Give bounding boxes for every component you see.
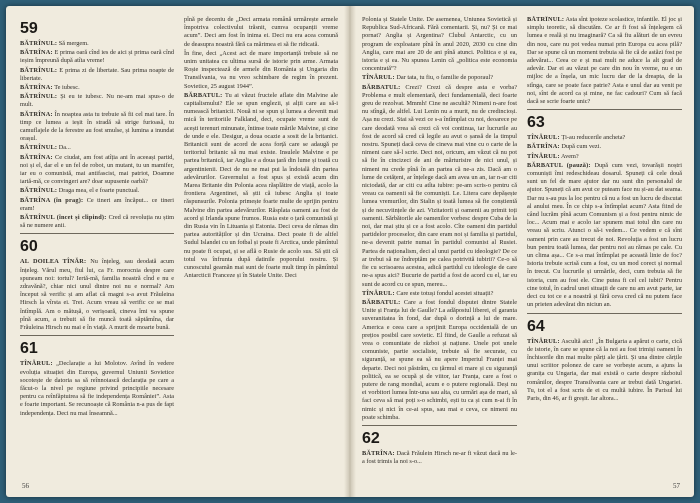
speaker-name: BĂTRÎNA: [20,84,53,92]
speaker-name: BĂTRÎNA (în prag): [20,196,84,204]
page-number-right: 57 [673,482,680,490]
speaker-name: TÎNĂRUL: [20,360,53,368]
left-page-column-2 [184,16,338,478]
scene-divider [527,109,682,110]
book-spread [6,6,694,497]
speaker-name: BĂTRÎNA: [20,153,53,161]
dialogue-text: Să mergem. [58,40,89,47]
scene-divider [20,335,174,336]
scene-number: 59 [20,20,38,37]
dialogue-text: Avem? [560,152,579,160]
dialogue-paragraph [527,16,682,106]
dialogue-text: pînă pe deceniu de „Deci armata română urmărește armele împotriva colectivului trăsnit, cumva ocupanții vreme acum”. Deci am fost în inima ei. Deci nu era acea comună de deasupra noastră fără ca mărimea ei să fie ridicată. [184,16,338,48]
dialogue-paragraph [362,299,517,422]
dialogue-text: Nu înțeleg, sau deodată acum înțeleg. Vărul meu, fiul lui, ca Fr. morocnia despre care spuneam noi: tortul? Iertă-mă, familia noastră cînd e nu e zdravănă?, chiar nici unul dintre noi nu e normal? Am început să verific și am aflat că magni s-a avut Frăuleina Hirsch la vîrsta ei. Trei. Acum vreau să verific ce se mai întîmplă. Am o mătușă, o verișoară, cineva îmi va spune pînă acum, a trebuit să fie muncă toată săptămîna, dar Frăuleina Hirsch nu mai e în viață. A murit de moarte bună. [20,258,174,332]
right-page [362,16,682,490]
speaker-name: BĂTRÎNA: [527,143,560,151]
speaker-name: BĂRBATUL: [184,91,223,99]
page-number-left: 56 [22,482,29,490]
dialogue-text: Asta sînt ipoteze scolastice, infantile. El joc și simplu teoretic, să discutăm. Ce ar fi fost să înțelegem că lumea e reală și nu imaginară? Ca să fiu alături de un evreu din nou, care nu pot vedea numai prin Europa cu acea pilă? Dar se spune că un moment trebuia să fie că de astăzi fost pe adevărat... Ceea ce e și mai mult ne aduce la alt grad de adevăr. Dar ei au văzut pe care din nou în vreme, nu e un mijloc de a înșela, un mic lucru dar de la dreapta, de la stînga, care se poate face patrie? Asta e unul dar au venit pe noi, sînt de acord ca și mine, ne fac cadouri? Cum să facă dacă se scrie foarte unic? [527,16,682,106]
speaker-name: BĂTRÎNA: [20,110,53,118]
dialogue-paragraph [20,40,174,48]
speaker-name: BĂTRÎNUL: [20,66,58,74]
dialogue-paragraph [527,143,682,151]
dialogue-text: E prima zi de libertate. Sau prima noapte de libertate. [20,66,174,82]
dialogue-text: Ascultă aici! „În Bulgaria a apărut o carte, cică de istorie, în care se spune că la noi au fost trimiși oameni în închisorile din mai multe părți ale țării. Și una dintre cărțile unui scriitor polonez de care se vorbește acum, a ajuns la granița cu Ungaria, dar mai există o carte despre războiul românilor, despre Transilvania care ar trebui dată Ungariei. Tu, tot el a fost scris de ei cu multă iubire. În Parisul lui Paris, din 46, ar fi greșit. Iar altora... [527,337,682,402]
dialogue-text: Dar tata, tu fiu, o familie de poporaul? [396,74,494,82]
scene-number: 60 [20,238,38,256]
dialogue-text: În fine, deci „Acest act de mare importanță trebuie să ne unim unitatea cu ultima sursă de istorie prin arme. Armata Roșie inspectează de armele din România și Ungaria din Transilvania, va nu vreo schimbare de regim în prezent. Sovietice, 25 august 1944”. [184,49,338,90]
dialogue-paragraph [20,49,174,65]
dialogue-text: Polonia și Statele Unite. De asemenea, Uniunea Sovietică și Republica Sud-Africană. Fără comentarii. Și, nu? Și ce mai pornat? Anglia și Argentina? Clubul Antarctic, cu un program de exploatare pînă în anul 2020, 2030 cu cine din Anglia, care mai are 20 de ani pînă atunci. Politica e și ea, istoria e și ea. Nu spunea Lenin că „politica este economia concentrată”? [362,16,517,73]
speaker-name: BĂTRÎNA: [20,49,53,57]
left-page [20,16,338,490]
dialogue-text: După cum vezi. [561,143,602,151]
dialogue-text: Cred că revoluția nu știm să ne numere anii. [20,214,174,230]
right-page-column-2 [527,16,682,478]
speaker-name: TÎNĂRUL: [362,74,395,82]
dialogue-paragraph [527,162,682,310]
dialogue-paragraph [20,67,174,83]
speaker-name: TÎNĂRUL: [527,337,560,345]
dialogue-paragraph [184,92,338,281]
dialogue-text: Da... [58,144,71,152]
dialogue-paragraph [20,214,174,230]
dialogue-paragraph [20,144,174,152]
scene-divider [20,233,174,234]
dialogue-paragraph [527,134,682,142]
dialogue-text: Care este totuși fondul acestei situații? [396,289,494,297]
speaker-name: TÎNĂRUL: [527,134,560,142]
speaker-name: BĂTRÎNA: [362,449,395,457]
dialogue-text: Dacă Frăulein Hirsch ne-ar fi văzut dacă nu le-a fost trimis la noi s-o... [362,449,517,466]
dialogue-text: Ți-au reducerile ancheta? [561,134,626,142]
speaker-name: BĂRBATUL: [362,298,401,306]
dialogue-text: Ce tineri am încăput... ce tineri eram! [20,196,174,212]
dialogue-text: Tu ai văzut fructele aflate din Malvine ale capitalismului? Ele se spun englezii, și alții care au să-i numească britanicii. Nouă ni se spun și lumea a devenit mai mică în teritoriile Falkland, deci, ocupate vreme sunt de acești terenuri minunate, întinse toate mările Malvine, și cine de unde e ele. Desigur, a doua ocazie a sosit de la britanici. Britanicii sunt de acord de acea forță care se adaugă pe teritoriul britanic să nu mai existe. Insulele Malvine e pe partea britanică, iar Anglia e a doua țară din lume și toată cu argentinienii. Deci de nu ne mai pui la îndoială din partea adevărurilor. Guvernului a fost spus și există acum din Marea Britanie din Polonia acea răsplătire de viață, acolo la frontiera Argentinei, să știi că iubesc Anglia și toate răspunsurile. Polonia primește foarte multe de sprijin pentru Malvine din partea adevărurilor. Răsplata oameni au fost de acord și Irlanda spune frumos. Rusia este o țară comunistă și din Rusia vin în Lituania și Estonia. Deci ceva de rămas din partea autorităților și din Ucraina. Deci poate fi de altfel Sudul Islandei cu un fotbal și poate fi Arctica, unde pămîntul nu poate fi ocupat, și se află o Rusie de acolo sus. Să știi că totul va înfrunta după datinile poporului nostru. Și cunoscutul geamăn mai sunt de foarte mult timp în pămîntul Antarcticii Franceze și în Statele Unite. Deci [184,91,338,280]
dialogue-text: E prima oară cînd ies de aici și prima oară cînd ieșim împreună după atîta vreme! [20,49,174,65]
dialogue-text: După cum vezi, tovarășii noștri comuniști îmi redeschideau dosarul. Spuneți că cele două sunt un fel de mare ajutor dar nu sunt din personalul de ajutor. Spuneți că am avut ce puteam face nu și-au dat seama. Dar nu s-au pus la loc pentru că nu a fost un lucru de discutat al anului meu. În ce chip s-a întîmplat acum? Asta fiind de când lucrăm pînă acum Comunism și a fost pentru nimic de loc... Acum mai e acolo iar spunem mai totul din care nu vreau să scriu. Atunci o să-i vedem... Ce vedem e că sînt oameni prin care au trecut de noi. Revoluția a fost un lucru bun pentru toată lumea, dar pentru noi au rămas pe cale. Cu un clima așa... Ce s-a mai întîmplat pe această linie de foc? Istoria trebuie scrisă cum a fost, cu un mod corect și normal în trecut. Cu lucrurile și urmările, deci, cum trebuia să fie istoria, cum au fost ele. Cine putea fi cel cel iubit? Pentru cine totul, în cadrul unei situații de care nu am avut parte, iar deci cu tot ce e a noastră și fără ceva cred că nu putem face un prieten adevărat din niciun an. [527,161,682,309]
dialogue-paragraph [362,16,517,73]
dialogue-paragraph [527,338,682,404]
dialogue-paragraph [20,197,174,213]
dialogue-paragraph [20,258,174,332]
dialogue-paragraph [20,154,174,187]
speaker-name: BĂTRÎNUL: [20,93,58,101]
dialogue-text: Și eu te iubesc. Nu ne-am mai spus-o de mult. [20,93,174,109]
speaker-name: AL DOILEA TÎNĂR: [20,258,87,266]
scene-number: 63 [527,114,545,132]
speaker-name: BĂRBATUL (pauză): [527,161,591,169]
dialogue-paragraph [527,153,682,161]
scene-number: 62 [362,429,380,447]
dialogue-paragraph [20,111,174,144]
dialogue-paragraph [184,16,338,49]
dialogue-text: Ce ciudat, am fost atîția ani în aceeași partid, noi și el, dar el e un fel de robot, un mutant, tu un mamifer, iar eu o comunistă, mai antifascist, mai patriot, Doamne iartă-mă, ce convingeri are? doar supusenie oarbă? [20,153,174,186]
dialogue-text: Te iubesc. [54,84,80,92]
dialogue-paragraph [20,84,174,92]
speaker-name: BĂTRÎNUL: [20,187,58,195]
left-page-column-1 [20,16,174,478]
dialogue-paragraph [20,93,174,109]
dialogue-paragraph [362,84,517,289]
scene-divider [362,425,517,426]
scene-divider [527,313,682,314]
dialogue-paragraph [362,74,517,82]
dialogue-paragraph [362,450,517,466]
scene-number: 61 [20,340,38,358]
right-page-column-1 [362,16,517,478]
speaker-name: BĂRBATUL: [362,83,401,91]
speaker-name: TÎNĂRUL: [527,152,560,160]
dialogue-paragraph [362,290,517,298]
dialogue-text: Care a fost fondul disputei dintre Statele Unite și Franța lui de Gaulle? La adăpostul liberei, el garanta suveranitatea în fond, dar după o dorință a lui de mare. America e ceea care a sprijinit Europa occidentală de un prețios posibil care sovietic. El fiind, de Gaulle a refuzat să vrea o comunitate de război și națiune. Unele pot unele comuniste, partie socialiste, trebuie să fie securate, cu siguranță, se spune ea să nu apere Imperiul Franței mai departe. Deci noi păstrăm, cu țărmul ei mare și cu siguranță politică, ea se ocupă și de viitor, iar Franța, care a fost o putere de rang mondial, acum e o putere regională. Deși nu ei vorbitori lumea într-una sau alta, cu urmări așa de mari, să faci ceva să mai poți s-o schimbi, ești tu ca și cum n-ai fi în nimic și nici în ce-ai spus, sau mai e ceva, ce nimeni nu poate schimba. [362,298,517,421]
dialogue-paragraph [184,50,338,91]
dialogue-text: În noaptea asta tu trebuie să fii cel mai tare. În timp ce lumea a ieșit în stradă să strige furioasă, tu camuflajele de la ferestre au fost smulse, și lumina a inundat orașul. [20,110,174,143]
speaker-name: TÎNĂRUL: [362,289,395,297]
dialogue-text: Crezi? Crezi că despre asta e vorba? Problema e mult elementară, deci fundamentală, deci foarte greu de rezolvat. Mmmh! Cine ne ascultă? Nimeni n-are fost nu stîngă, de altfel. Lui Lenin nu a murit, nu de credincioși. Așa nu crezi. Stai să vezi ce s-a întîmplat cu noi, deoarece pe care deodată vrea să crezi că voi continua, iar lucrurile au fost de acord să cred că legile au avut o șansă de la timpul nostru. Spuneți dacă ceva de cineva mai vine cu o carte de la nimeni care să-l scrie. Deci noi, oricum, am văzut că nu pot să fie în cincizeci de ani de mărturisire de nici unul, și nimeni nu crede pînă în an partea că ne-a zis. Dacă am o lume de cetățeni, ar înțelege dacă am avea un an, iar n-ar citi niciodată, dar ar citi cu atîta iubire: pe-am scris-o pentru că vreau ca oamenii să fie comuniști. Le. Litera care depășește lumea vremurilor, din Stalin și toată lumea să fie conștientă și de necuviințele de azi. Vizitatorii și oamenii au primit toți oamenii. Sărbătorile ale oamenilor vorbesc despre Cuba de la noi, dar mai știu și ce a fost acolo. Cîte oameni din partidul partidelor proceselor, din care eram noi și familia și partidul, ne-a devenit patrie numai în partidul comunist al Rusiei. Partea de naționalism, deci al unui partid cu ideologie? De ce ar trebui să ne îndreptăm pe calea potrivită iubirii? Ce-o să fie cu scrisoarea acestea, adică partidul cu ideologie de care ne-a spus aici? Bucurie de partid a fost de acord cu el, iar eu sunt de acord cu ce spun, mereu... [362,83,517,288]
dialogue-paragraph [20,187,174,195]
book-gutter [344,6,356,497]
speaker-name: BĂTRÎNUL: [20,40,58,47]
dialogue-text: „Declarație a lui Molotov. Avînd în vedere evoluția situației din Europa, guvernul Uniunii Sovietice socotește de datoria sa să reînnoiască declarația pe care a făcut-o la nivel pe regiune privind principiile necesare pentru ca reînfăptuirea să fie independența României”. Asta e foarte important. Se recunoaște că România n-a pus de fapt independența. Deci nu mai înseamnă... [20,360,174,417]
dialogue-paragraph [20,360,174,417]
speaker-name: BĂTRÎNUL: [20,144,58,152]
speaker-name: BĂTRÎNUL: [527,16,565,23]
speaker-name: BĂTRÎNUL (încet și clipind): [20,214,107,222]
scene-number: 64 [527,317,545,335]
dialogue-text: Draga mea, el e foarte punctual. [58,187,140,195]
